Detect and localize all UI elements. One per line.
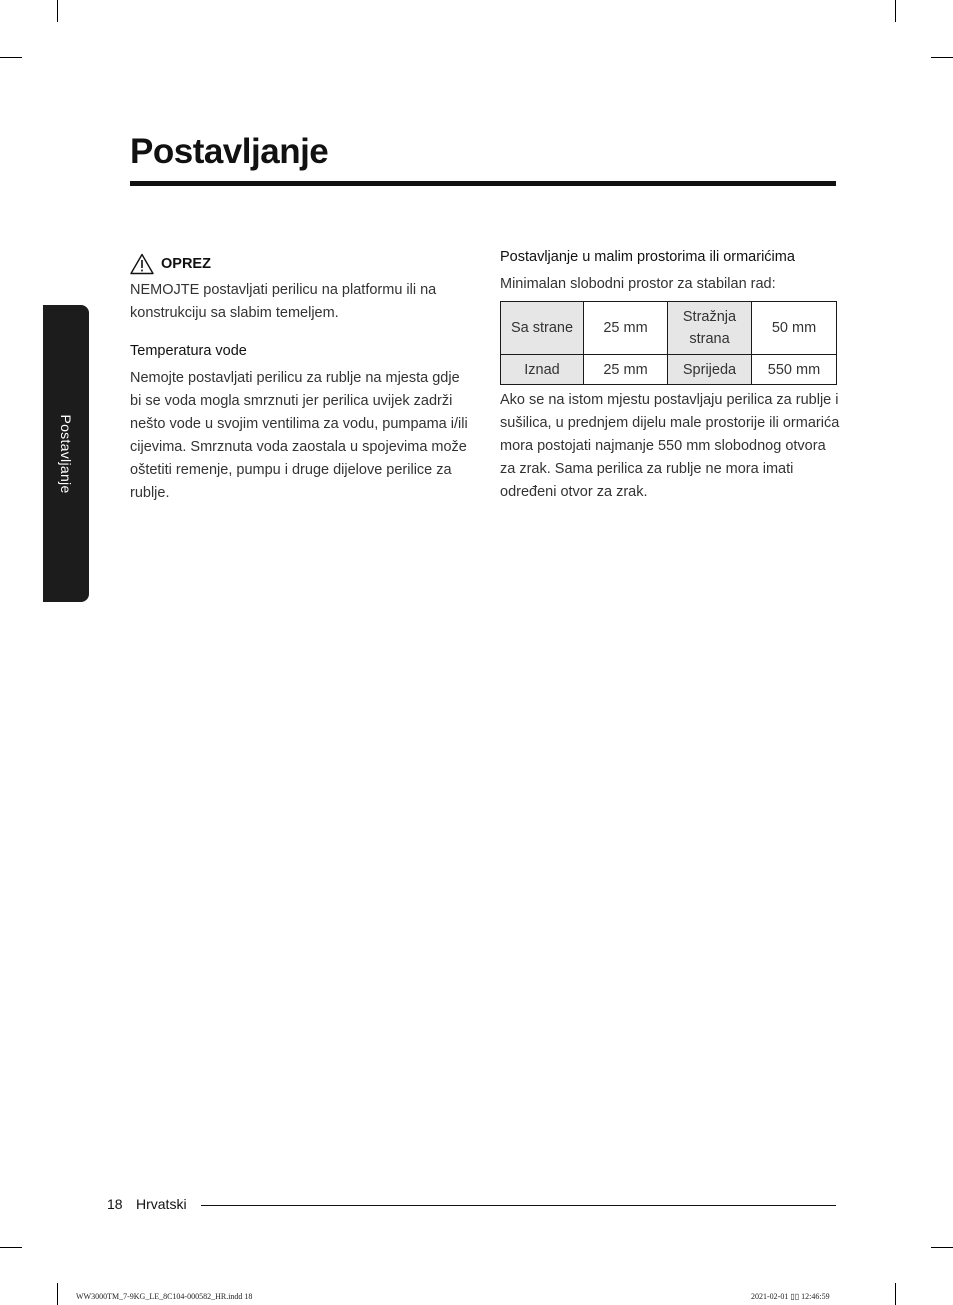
table-cell: 25 mm: [584, 302, 668, 355]
crop-mark: [0, 57, 22, 58]
clearance-intro: Minimalan slobodni prostor za stabilan rad:: [500, 276, 776, 292]
small-space-heading: Postavljanje u malim prostorima ili ormarićima: [500, 249, 795, 265]
caution-label: OPREZ: [161, 256, 211, 272]
table-row: [501, 355, 837, 385]
crop-mark: [931, 1247, 953, 1248]
side-tab-label: Postavljanje: [58, 413, 74, 494]
footer-language: Hrvatski: [136, 1196, 187, 1212]
table-row: [501, 302, 837, 355]
table-cell: Stražnja strana: [668, 302, 752, 355]
table-cell: 50 mm: [752, 302, 837, 355]
crop-mark: [57, 1283, 58, 1305]
clearance-table: [500, 301, 837, 385]
side-tab: [43, 305, 89, 602]
temperature-heading: Temperatura vode: [130, 343, 247, 359]
table-cell: Sa strane: [501, 302, 584, 355]
title-rule: [130, 181, 836, 186]
crop-mark: [931, 57, 953, 58]
caution-heading: [130, 252, 470, 276]
page-title: Postavljanje: [130, 132, 329, 171]
page-number: 18: [107, 1196, 123, 1212]
footer-rule: [201, 1205, 836, 1206]
temperature-text: Nemojte postavljati perilicu za rublje na mjesta gdje bi se voda mogla smrznuti jer perilica uvijek zadrži nešto vode u svojim ventilima za vodu, pumpama i/ili cijevima. Smrznuta voda zaostala u spojevima može oštetiti remenje, pumpu i druge dijelove perilice za rublje.: [130, 370, 468, 501]
slug-file: WW3000TM_7-9KG_LE_8C104-000582_HR.indd 18: [76, 1292, 253, 1301]
caution-text: NEMOJTE postavljati perilicu na platformu ili na konstrukciju sa slabim temeljem.: [130, 282, 437, 321]
slug-timestamp: 2021-02-01 ▯▯ 12:46:59: [751, 1292, 830, 1301]
left-column: [130, 252, 470, 505]
warning-triangle-icon: [130, 253, 154, 275]
crop-mark: [57, 0, 58, 22]
clearance-note: Ako se na istom mjestu postavljaju perilica za rublje i sušilica, u prednjem dijelu male prostorije ili ormarića mora postojati najmanje 550 mm slobodnog otvora za zrak. Sama perilica za rublje ne mora imati određeni otvor za zrak.: [500, 392, 840, 500]
right-column: [500, 246, 840, 504]
crop-mark: [0, 1247, 22, 1248]
table-cell: Iznad: [501, 355, 584, 385]
table-cell: 25 mm: [584, 355, 668, 385]
crop-mark: [895, 1283, 896, 1305]
table-cell: 550 mm: [752, 355, 837, 385]
table-cell: Sprijeda: [668, 355, 752, 385]
crop-mark: [895, 0, 896, 22]
